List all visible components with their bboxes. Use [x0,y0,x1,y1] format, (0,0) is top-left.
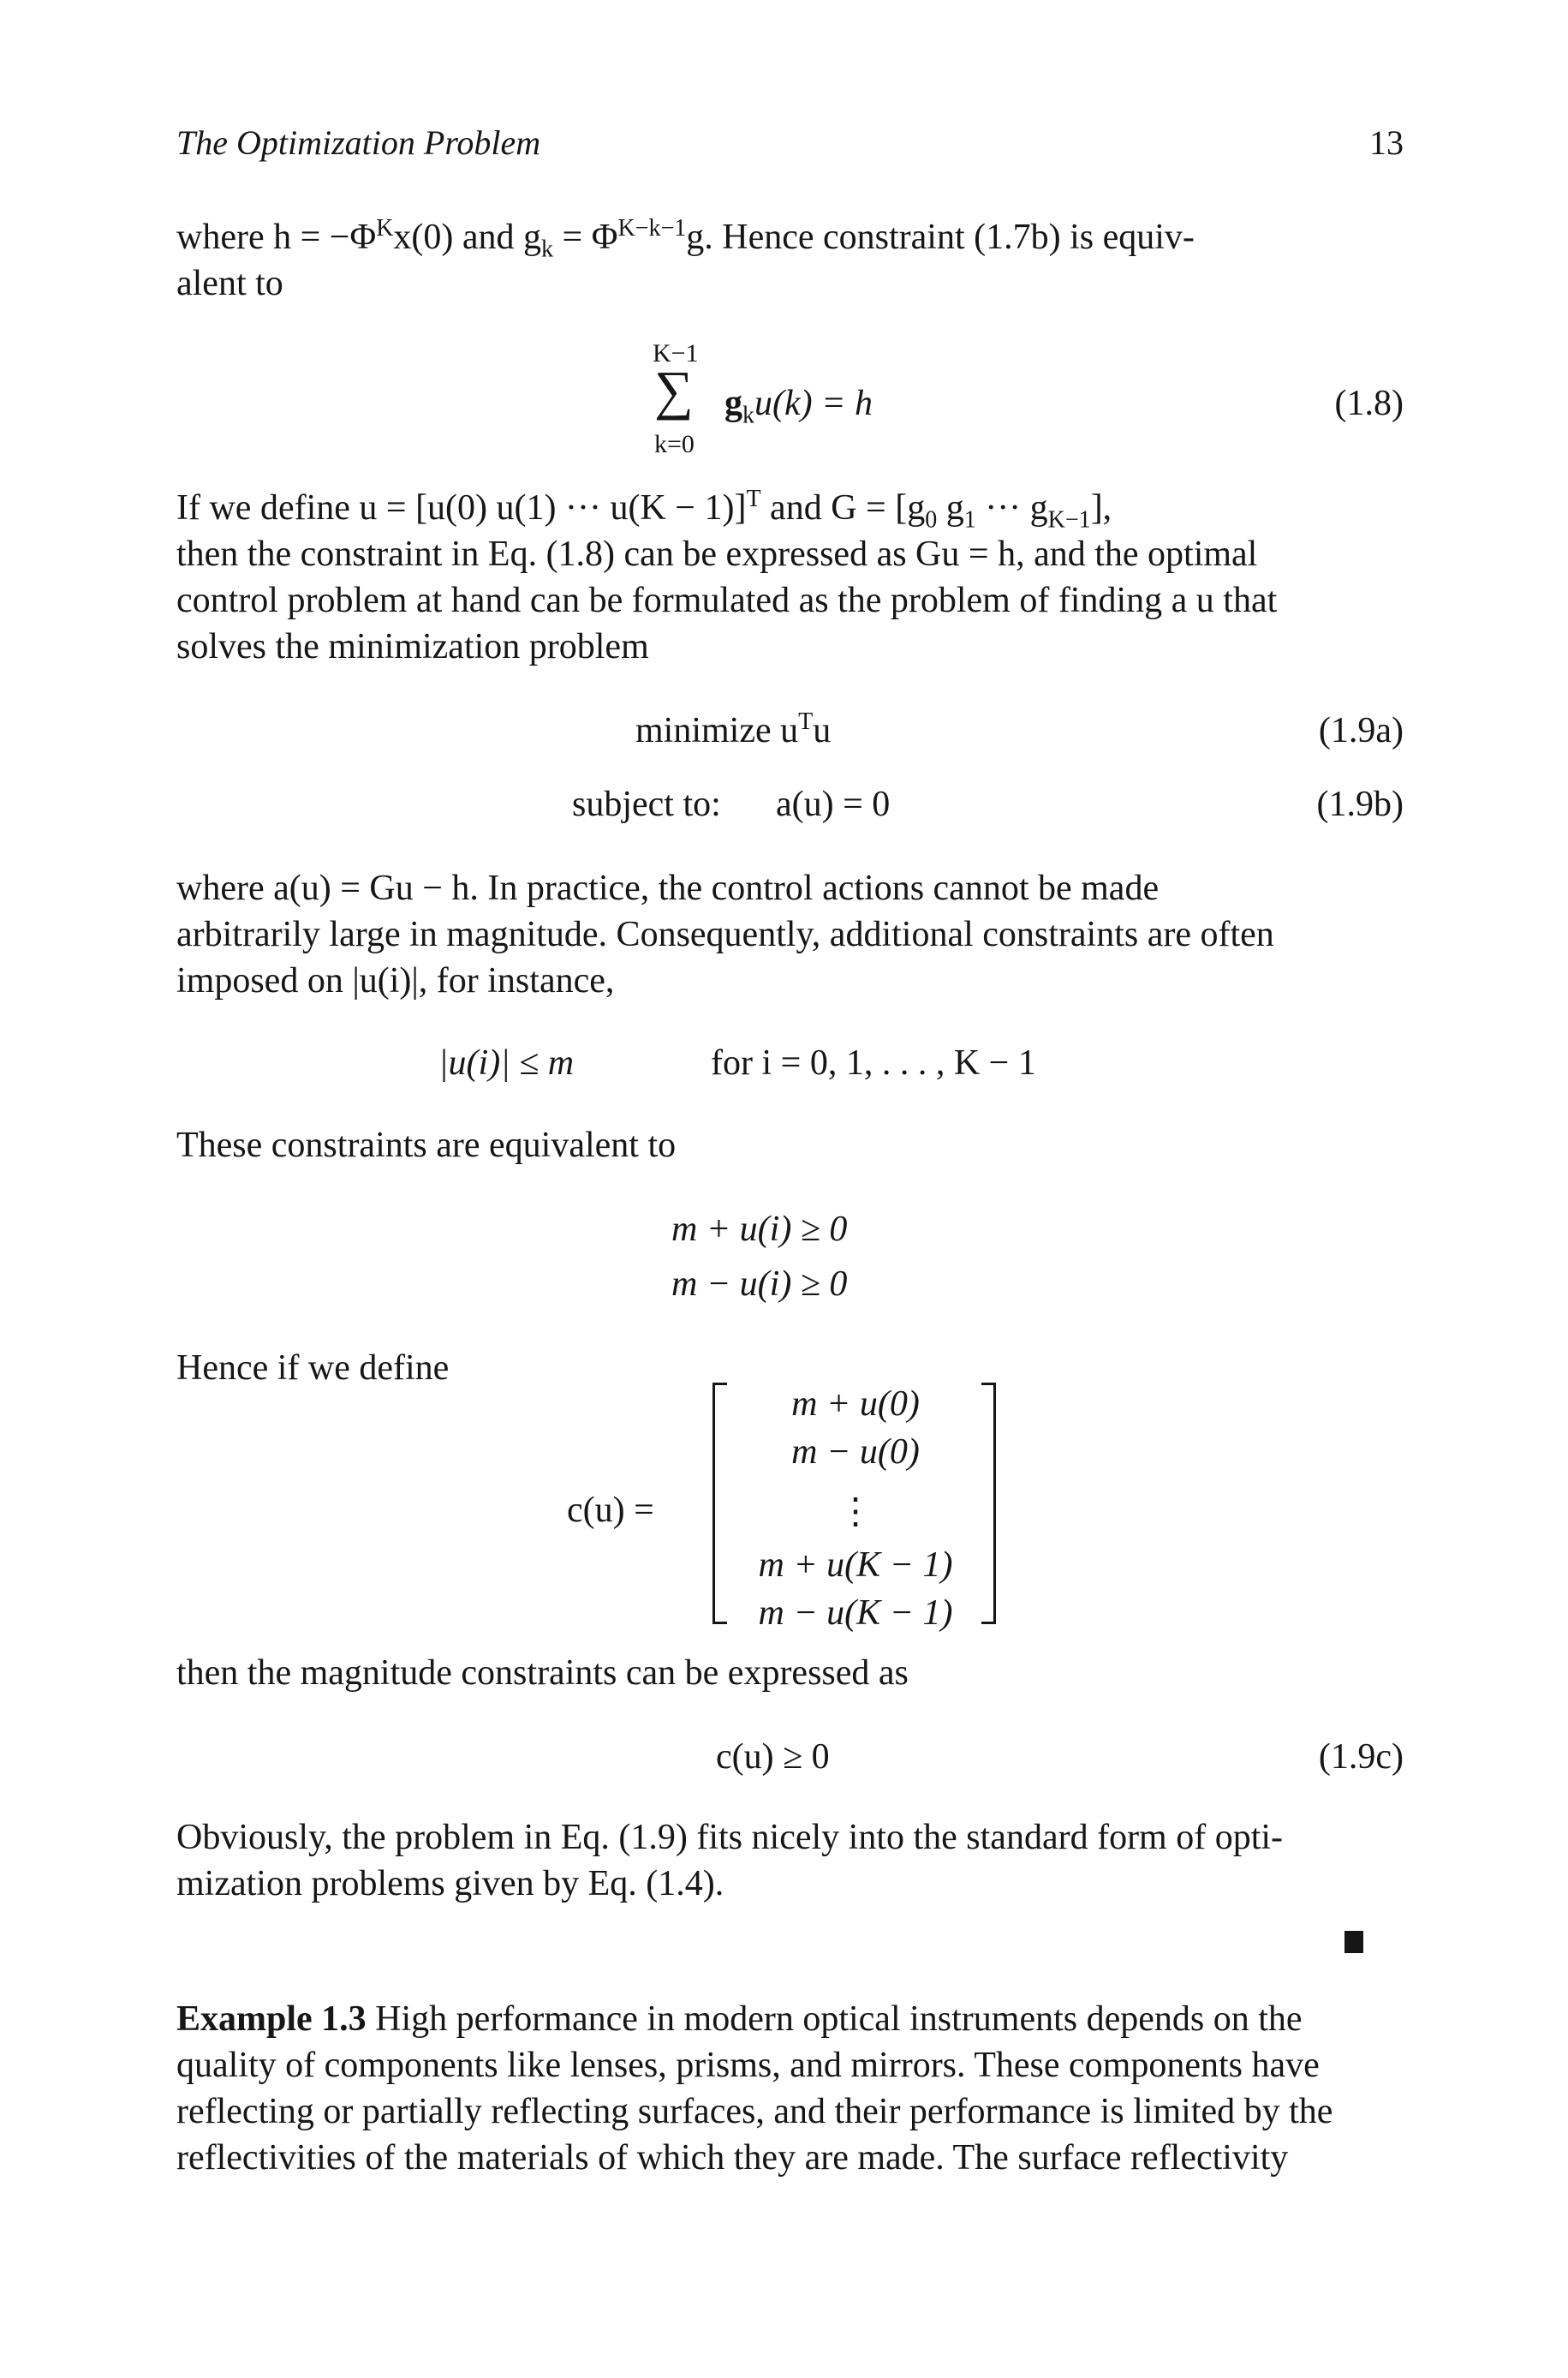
matrix-row-dots: ⋮ [838,1492,873,1532]
eq-1-9b-expr: a(u) = 0 [776,785,891,824]
para2-line2: then the constraint in Eq. (1.8) can be expressed as Gu = h, and the optimal [176,535,1258,574]
para6-line: then the magnitude constraints can be expressed as [176,1653,909,1693]
sum-lower-limit: k=0 [654,430,695,458]
example-line4: reflectivities of the materials of which they are made. The surface reflectivity [176,2138,1289,2178]
para2-line4: solves the minimization problem [176,627,649,666]
para7-line1: Obviously, the problem in Eq. (1.9) fits nicely into the standard form of opti- [176,1818,1284,1857]
matrix-row-2: m − u(0) [791,1432,920,1472]
bound-inequality: |u(i)| ≤ m [438,1043,575,1083]
example-label: Example 1.3 [176,1999,367,2039]
para2-line1: If we define u = [u(0) u(1) ··· u(K − 1)]$^T$ and $G = [g_0$ $g_1$ ··· $g_{K-1}$], [176,486,1112,534]
para3-line3: imposed on |u(i)|, for instance, [176,961,615,1001]
para5-line: Hence if we define [176,1348,450,1388]
eq-number-1-9b: (1.9b) [1316,785,1404,824]
matrix-row-4: m + u(K − 1) [758,1545,953,1585]
para3-line2: arbitrarily large in magnitude. Consequently, additional constraints are often [176,915,1274,954]
example-line2: quality of components like lenses, prisms, and mirrors. These components have [176,2046,1320,2085]
end-of-example-mark [1344,1931,1363,1953]
eq-1-9b-label: subject to: [572,785,721,824]
inequality-row-1: m + u(i) ≥ 0 [671,1210,848,1249]
para4-line: These constraints are equivalent to [176,1126,677,1165]
inequality-row-2: m − u(i) ≥ 0 [671,1264,848,1304]
matrix-row-1: m + u(0) [791,1384,920,1424]
eq-1-8-body: $g_ku(k) = h$ [724,384,873,429]
eq-1-9c: c(u) ≥ 0 [716,1737,830,1777]
example-line3: reflecting or partially reflecting surfaces, and their performance is limited by the [176,2092,1333,2131]
running-title: The Optimization Problem [176,123,541,162]
page-number: 13 [1369,123,1404,162]
para7-line2: mization problems given by Eq. (1.4). [176,1864,724,1903]
para2-line3: control problem at hand can be formulated as the problem of finding a u that [176,581,1278,620]
bound-range: for i = 0, 1, . . . , K − 1 [711,1043,1036,1083]
para3-line1: where a(u) = Gu − h. In practice, the control actions cannot be made [176,869,1160,908]
eq-number-1-9a: (1.9a) [1318,711,1404,750]
eq-number-1-9c: (1.9c) [1318,1737,1404,1777]
para1-line1: where $h = -\Phi^Kx(0)$ and $g_k = \Phi^{K-k-1}g$. Hence constraint (1.7b) is equiv- [176,215,1195,263]
sum-upper-limit: K−1 [653,339,699,367]
eq-number-1-8: (1.8) [1334,384,1404,423]
matrix-row-5: m − u(K − 1) [758,1593,953,1633]
example-line1: Example 1.3 High performance in modern optical instruments depends on the [176,1999,1303,2039]
sum-sign: ∑ [654,360,694,421]
matrix-lhs: c(u) = [567,1491,654,1530]
para1-line2: alent to [176,264,283,303]
eq-1-9a: minimize $u^Tu$ [635,708,832,750]
